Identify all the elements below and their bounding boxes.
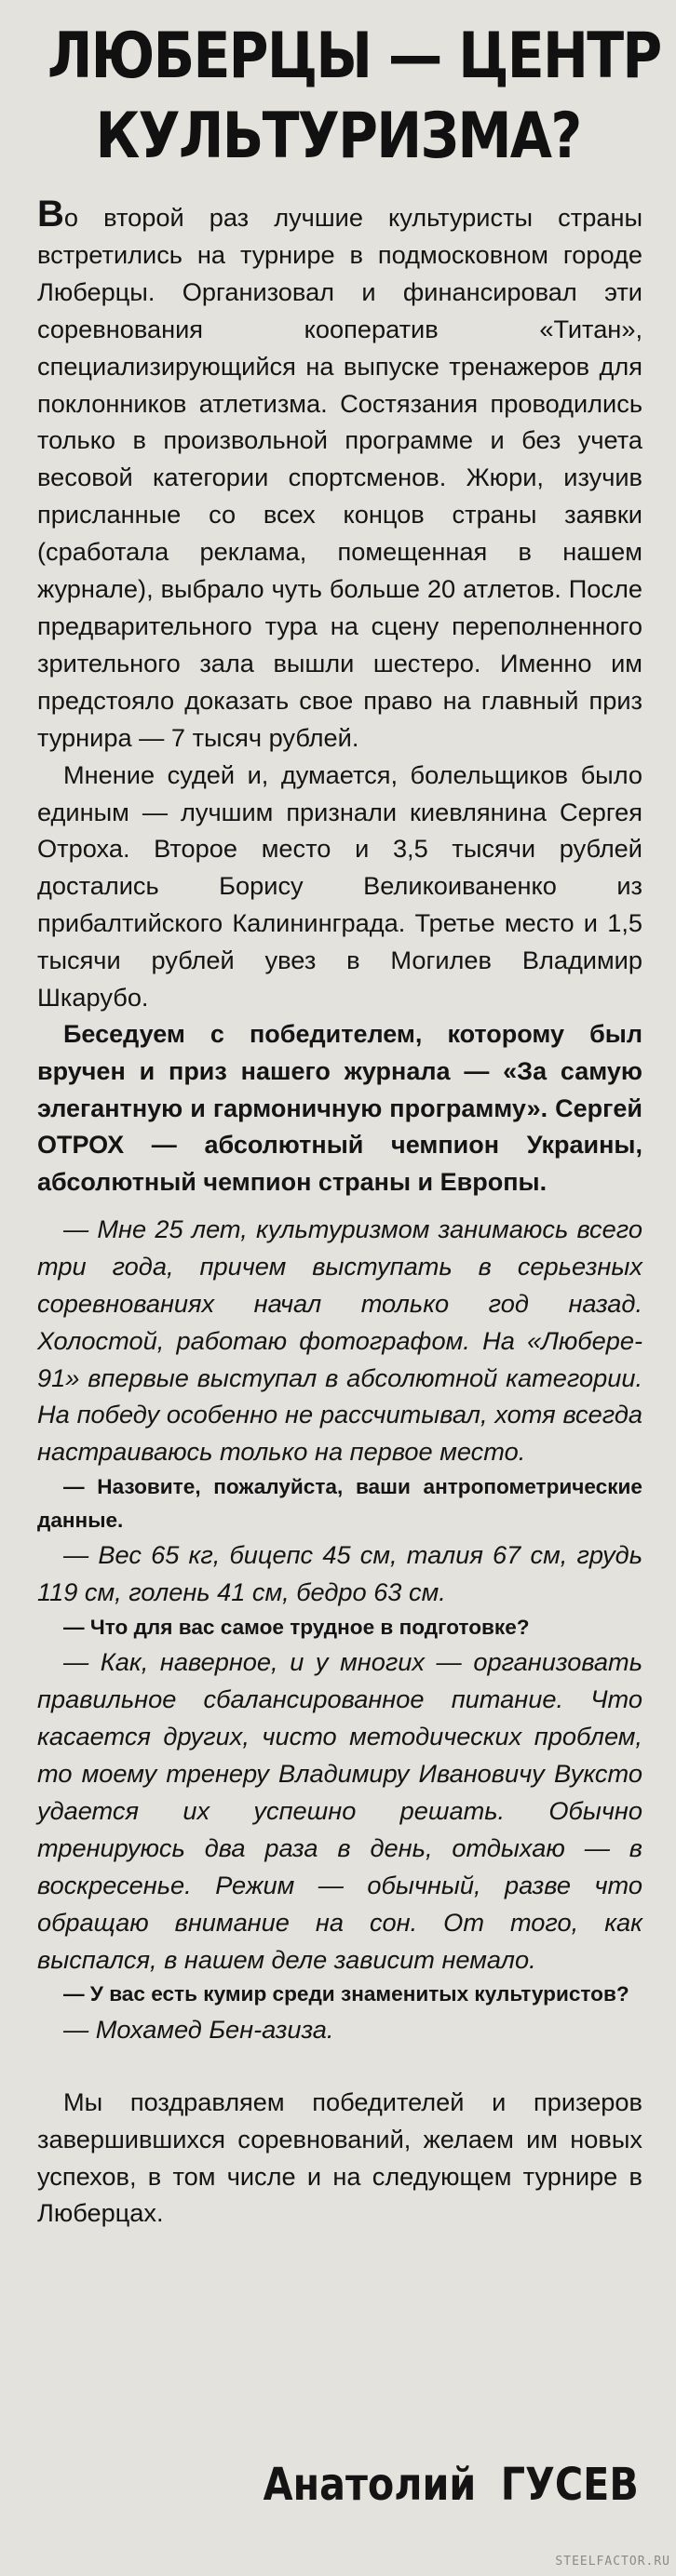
question-3: — У вас есть кумир среди знаменитых культуристов?	[63, 1982, 629, 2006]
closing-paragraph: Мы поздравляем победителей и призеров завершившихся соревнований, желаем им новых успехов, в том числе и на следующем турнире в Люберцах.	[37, 2086, 642, 2228]
question-1: — Назовите, пожалуйста, ваши антропометрические данные.	[37, 1475, 642, 1532]
watermark: STEELFACTOR.RU	[555, 2555, 670, 2569]
headline-line-2: КУЛЬТУРИЗМА?	[95, 100, 581, 173]
intro-paragraph-2: Мнение судей и, думается, болельщиков было единым — лучшим признали киевлянина Сергея Отроха. Второе место и 3,5 тысячи рублей достались Борису Великоиваненко из прибалтийского Калининграда. Третье место и 1,5 тысячи рублей увез в Могилев Владимир Шкарубо.	[37, 759, 642, 1013]
article-body	[37, 194, 642, 2232]
headline	[47, 17, 661, 177]
intro-paragraph-1-text: о второй раз лучшие культуристы страны встретились на турнире в подмосковном городе Люберцы. Организовал и финансировал эти соревнования кооператив «Титан», специализирующийся на выпуске тренажеров для поклонников атлетизма. Состязания проводились только в произвольной программе и без учета весовой категории спортсменов. Жюри, изучив присланные со всех концов страны заявки (сработала реклама, помещенная в нашем журнале), выбрало чуть больше 20 атлетов. После предварительного тура на сцену переполненного зрительного зала вышли шестеро. Именно им предстояло доказать свое право на главный приз турнира — 7 тысяч рублей.	[37, 203, 642, 752]
question-2: — Что для вас самое трудное в подготовке?	[63, 1615, 530, 1639]
intro-paragraph-1	[37, 194, 642, 757]
spacer	[37, 2048, 642, 2084]
answer-4: — Мохамед Бен-азиза.	[63, 2014, 334, 2044]
interview-intro: Беседуем с победителем, которому был вручен и приз нашего журнала — «За самую элегантную и гармоничную программу». Сергей ОТРОХ — абсолютный чемпион Украины, абсолютный чемпион страны и Европы.	[37, 1019, 642, 1197]
spacer	[37, 1201, 642, 1211]
answer-3: — Как, наверное, и у многих — организовать правильное сбалансированное питание. Что касается других, чисто методических проблем, то моему тренеру Владимиру Ивановичу Вуксто удается их успешно решать. Обычно тренируюсь два раза в день, отдыхаю — в воскресенье. Режим — обычный, разве что обращаю внимание на сон. От того, как выспался, в нашем деле зависит немало.	[37, 1647, 642, 1974]
headline-line-1: ЛЮБЕРЦЫ — ЦЕНТР	[47, 20, 661, 93]
answer-2: — Вес 65 кг, бицепс 45 см, талия 67 см, грудь 119 см, голень 41 см, бедро 63 см.	[37, 1540, 642, 1606]
author-signature: Анатолий ГУСЕВ	[263, 2459, 639, 2511]
drop-letter: В	[37, 194, 64, 235]
answer-1: — Мне 25 лет, культуризмом занимаюсь всего три года, причем выступать в серьезных соревнованиях начал только год назад. Холостой, работаю фотографом. На «Люберe-91» впервые выступал в абсолютной категории. На победу особенно не рассчитывал, хотя всегда настраиваюсь только на первое место.	[37, 1214, 642, 1467]
